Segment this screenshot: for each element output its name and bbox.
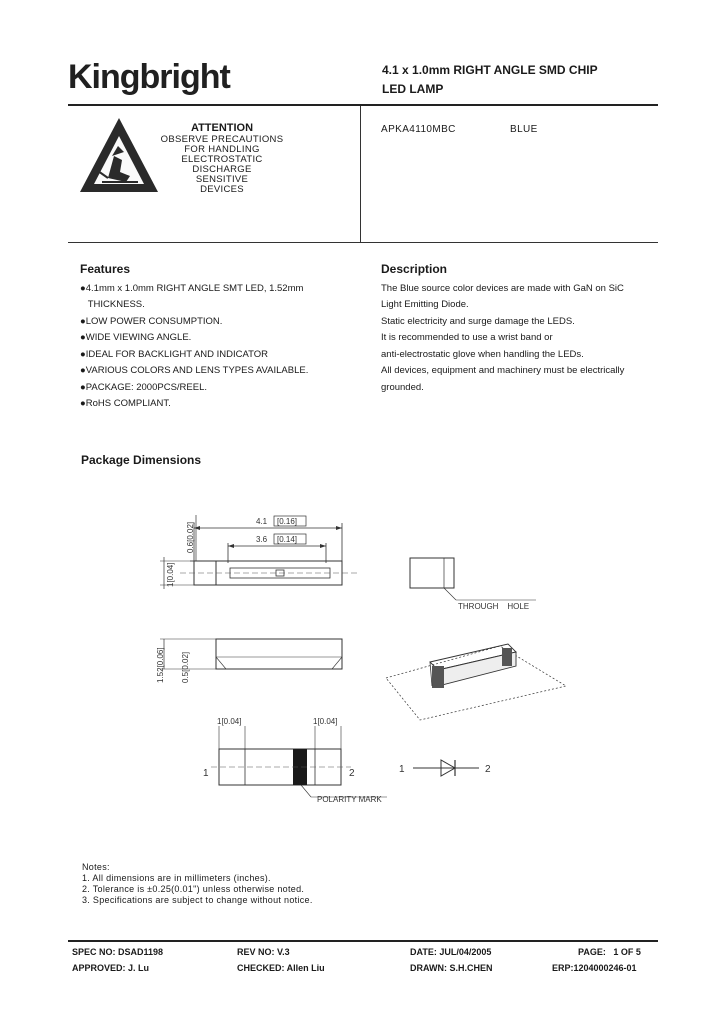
approved-by: APPROVED: J. Lu [72, 963, 150, 973]
description-line: The Blue source color devices are made with GaN on SiC [381, 283, 624, 294]
package-dimensions-heading: Package Dimensions [81, 453, 202, 467]
attention-line: DISCHARGE [192, 164, 252, 175]
features-heading: Features [80, 262, 131, 276]
description-heading: Description [381, 262, 448, 276]
description-line: It is recommended to use a wrist band or [381, 332, 553, 343]
pin-1-label: 1 [203, 768, 209, 779]
feature-item: ●LOW POWER CONSUMPTION. [80, 316, 223, 327]
attention-divider [360, 106, 361, 242]
description-line: Light Emitting Diode. [381, 299, 469, 310]
polarity-mark-label: POLARITY MARK [317, 795, 382, 804]
revision-number: REV NO: V.3 [237, 947, 290, 957]
feature-item: ●RoHS COMPLIANT. [80, 398, 171, 409]
part-color: BLUE [510, 124, 538, 135]
symbol-pin-1: 1 [399, 764, 405, 775]
front-view-drawing [150, 505, 400, 685]
dim-lens: 0.5[0.02] [181, 651, 190, 683]
diode-symbol [395, 755, 505, 781]
description-line: grounded. [381, 382, 424, 393]
description-line: anti-electrostatic glove when handling the LEDs. [381, 349, 584, 360]
drawn-by: DRAWN: S.H.CHEN [410, 963, 493, 973]
part-number: APKA4110MBC [381, 124, 456, 135]
dim-length-total: 4.1 [256, 517, 268, 526]
kingbright-logo: Kingbright [68, 58, 230, 96]
feature-item: ●VARIOUS COLORS AND LENS TYPES AVAILABLE. [80, 365, 309, 376]
header-rule [68, 104, 658, 106]
attention-line: SENSITIVE [195, 174, 249, 185]
feature-item: ●IDEAL FOR BACKLIGHT AND INDICATOR [80, 349, 269, 360]
dim-length-inner-in: [0.14] [277, 535, 298, 544]
isometric-view [380, 638, 580, 723]
page-number: PAGE: 1 OF 5 [578, 947, 641, 957]
checked-by: CHECKED: Allen Liu [237, 963, 325, 973]
erp-number: ERP:1204000246-01 [552, 963, 637, 973]
spec-number: SPEC NO: DSAD1198 [72, 947, 164, 957]
attention-line: OBSERVE PRECAUTIONS [160, 134, 284, 145]
note-line: 2. Tolerance is ±0.25(0.01") unless otherwise noted. [82, 884, 305, 894]
description-line: All devices, equipment and machinery must be electrically [381, 365, 625, 376]
dim-pad-right: 1[0.04] [313, 717, 338, 726]
bottom-view-drawing [195, 712, 405, 807]
dim-height: 1[0.04] [166, 562, 175, 587]
feature-item: ●PACKAGE: 2000PCS/REEL. [80, 382, 208, 393]
feature-item: ●WIDE VIEWING ANGLE. [80, 332, 192, 343]
symbol-pin-2: 2 [485, 764, 491, 775]
attention-line: ELECTROSTATIC [181, 154, 263, 165]
footer-rule [68, 940, 658, 942]
attention-title: ATTENTION [190, 122, 254, 134]
attention-line: DEVICES [200, 184, 244, 195]
dim-length-inner: 3.6 [256, 535, 268, 544]
description-line: Static electricity and surge damage the LEDS. [381, 316, 575, 327]
document-date: DATE: JUL/04/2005 [410, 947, 492, 957]
feature-item: THICKNESS. [80, 299, 145, 310]
through-hole-view [400, 552, 550, 622]
dim-top-offset: 0.6[0.02] [186, 521, 195, 553]
dim-thickness: 1.52[0.06] [156, 647, 165, 683]
feature-item: ●4.1mm x 1.0mm RIGHT ANGLE SMT LED, 1.52mm [80, 283, 304, 294]
dim-pad-left: 1[0.04] [217, 717, 242, 726]
pin-2-label: 2 [349, 768, 355, 779]
note-line: 1. All dimensions are in millimeters (inches). [82, 873, 271, 883]
document-title-line2: LED LAMP [382, 82, 444, 96]
attention-line: FOR HANDLING [184, 144, 260, 155]
section-rule [68, 242, 658, 243]
dim-length-total-in: [0.16] [277, 517, 298, 526]
note-line: 3. Specifications are subject to change without notice. [82, 895, 313, 905]
notes-heading: Notes: [82, 862, 110, 872]
document-title-line1: 4.1 x 1.0mm RIGHT ANGLE SMD CHIP [382, 63, 598, 77]
through-hole-label: THROUGH HOLE [458, 602, 530, 611]
